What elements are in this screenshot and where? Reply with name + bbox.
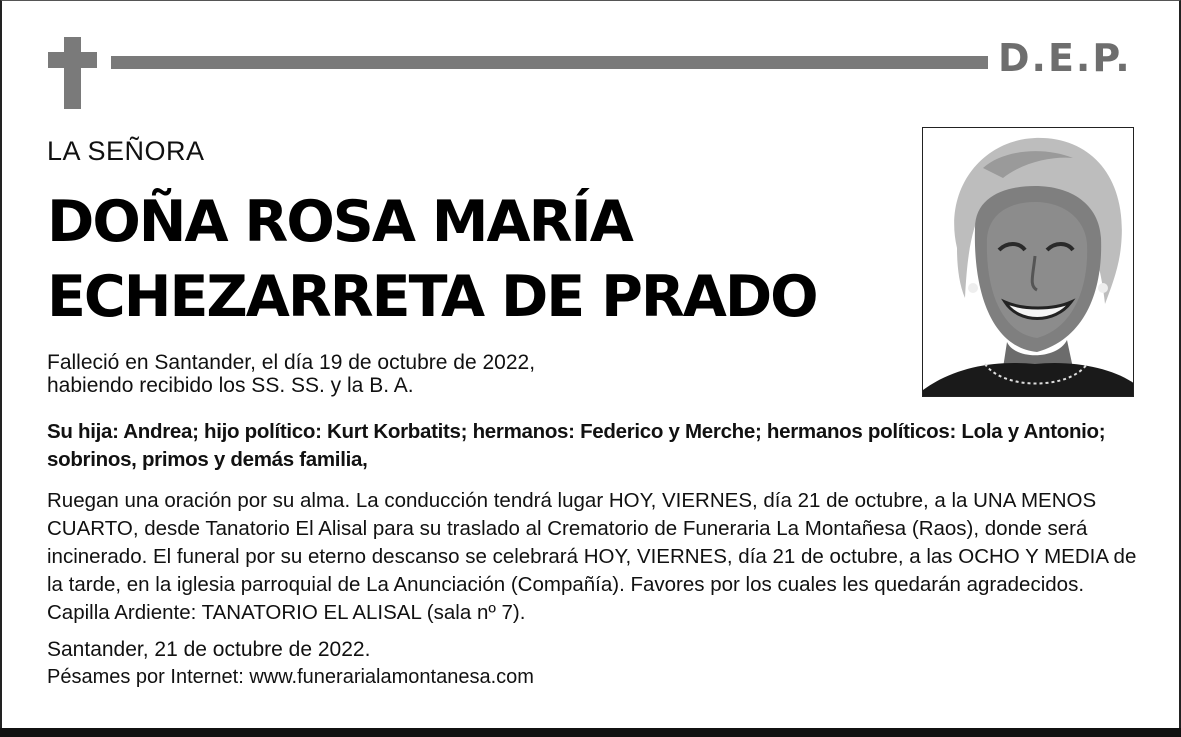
- family-list: Su hija: Andrea; hijo político: Kurt Korbatits; hermanos: Federico y Merche; hermanos políticos: Lola y Antonio; sobrinos, primos y demás familia,: [47, 420, 1106, 471]
- bottom-border: [0, 728, 1181, 737]
- place-date: Santander, 21 de octubre de 2022.: [47, 638, 371, 661]
- condolences-line: Pésames por Internet: www.funerarialamontanesa.com: [47, 666, 534, 688]
- death-line-2: habiendo recibido los SS. SS. y la B. A.: [47, 374, 414, 397]
- portrait-photo: [922, 127, 1134, 397]
- latin-cross-icon-arm: [48, 52, 97, 68]
- service-details: Ruegan una oración por su alma. La conducción tendrá lugar HOY, VIERNES, día 21 de octubre, a la UNA MENOS CUARTO, desde Tanatorio El Alisal para su traslado al Crematorio de Funeraria La Montañesa (Raos), donde será incinerado. El funeral por su eterno descanso se celebrará HOY, VIERNES, día 21 de octubre, a las OCHO Y MEDIA de la tarde, en la iglesia parroquial de La Anunciación (Compañía). Favores por los cuales les quedarán agradecidos. Capilla Ardiente: TANATORIO EL ALISAL (sala nº 7).: [47, 489, 1137, 624]
- dep-label: D.E.P.: [998, 36, 1132, 80]
- death-line-1: Falleció en Santander, el día 19 de octubre de 2022,: [47, 351, 536, 374]
- latin-cross-icon: [64, 37, 81, 109]
- header-rule: [111, 56, 988, 69]
- honorific: LA SEÑORA: [47, 136, 205, 166]
- deceased-name-line1: DOÑA ROSA MARÍA: [47, 189, 632, 255]
- deceased-name-line2: ECHEZARRETA DE PRADO: [47, 264, 817, 330]
- death-notice: [47, 351, 535, 397]
